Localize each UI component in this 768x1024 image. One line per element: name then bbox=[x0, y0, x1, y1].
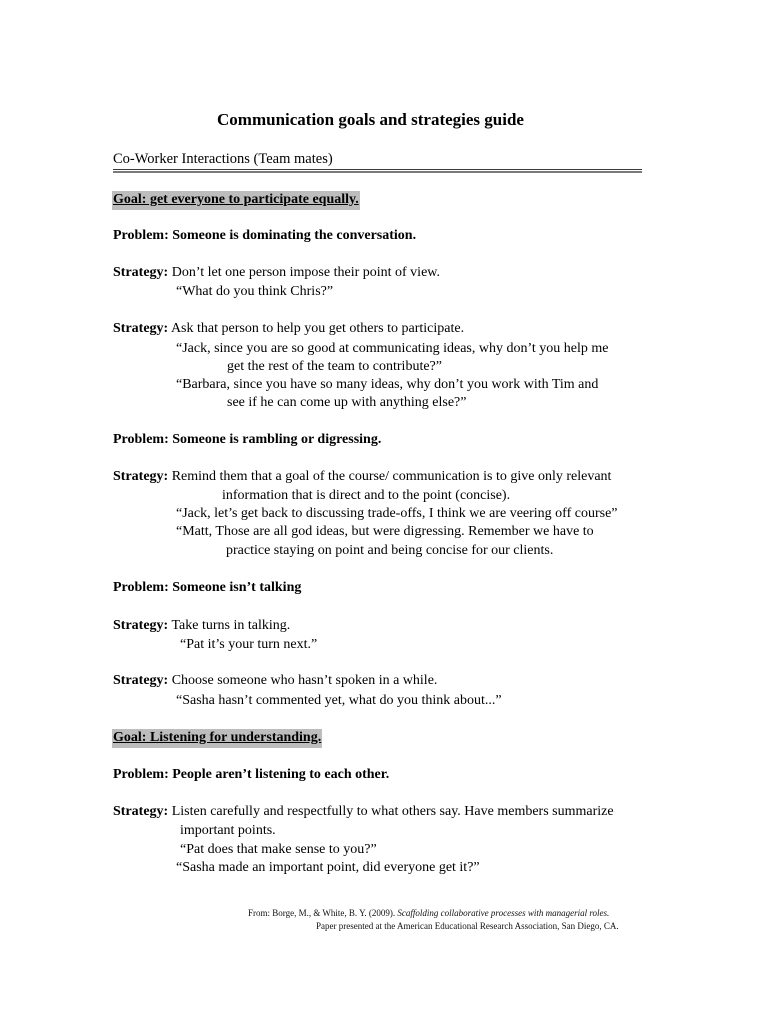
strategy-quote: “What do you think Chris?” bbox=[176, 284, 334, 299]
strategy-line bbox=[113, 804, 614, 820]
strategy-text: Choose someone who hasn’t spoken in a while. bbox=[171, 673, 438, 688]
strategy-quote: “Matt, Those are all god ideas, but were digressing. Remember we have to bbox=[176, 524, 594, 539]
strategy-quote: “Pat does that make sense to you?” bbox=[180, 842, 377, 857]
citation-authors: From: Borge, M., & White, B. Y. (2009). bbox=[248, 908, 398, 918]
strategy-label: Strategy: bbox=[113, 673, 169, 688]
strategy-text: Ask that person to help you get others to participate. bbox=[170, 321, 465, 336]
goal-heading-participation: Goal: get everyone to participate equally. bbox=[112, 191, 360, 210]
strategy-line bbox=[113, 469, 611, 485]
strategy-quote: “Pat it’s your turn next.” bbox=[180, 637, 318, 652]
strategy-quote-continuation: practice staying on point and being concise for our clients. bbox=[226, 543, 554, 558]
strategy-label: Strategy: bbox=[113, 469, 169, 484]
strategy-quote: “Sasha hasn’t commented yet, what do you think about...” bbox=[176, 693, 502, 708]
problem-dominating: Problem: Someone is dominating the conversation. bbox=[113, 228, 417, 243]
strategy-text: Remind them that a goal of the course/ communication is to give only relevant bbox=[171, 469, 612, 484]
strategy-label: Strategy: bbox=[113, 265, 169, 280]
strategy-line bbox=[113, 673, 437, 689]
strategy-label: Strategy: bbox=[113, 321, 169, 336]
strategy-text: Take turns in talking. bbox=[171, 618, 291, 633]
section-label: Co-Worker Interactions (Team mates) bbox=[113, 151, 333, 167]
strategy-quote: “Barbara, since you have so many ideas, why don’t you work with Tim and bbox=[176, 377, 599, 392]
strategy-text: Don’t let one person impose their point of view. bbox=[171, 265, 440, 280]
problem-not-listening: Problem: People aren’t listening to each other. bbox=[113, 767, 390, 782]
problem-not-talking: Problem: Someone isn’t talking bbox=[113, 580, 302, 595]
goal-heading-listening: Goal: Listening for understanding. bbox=[112, 729, 322, 748]
strategy-label: Strategy: bbox=[113, 804, 169, 819]
strategy-quote: “Sasha made an important point, did everyone get it?” bbox=[176, 860, 480, 875]
strategy-quote-continuation: see if he can come up with anything else?” bbox=[227, 395, 467, 410]
strategy-quote: “Jack, since you are so good at communicating ideas, why don’t you help me bbox=[176, 341, 609, 356]
citation-line-1 bbox=[248, 908, 609, 918]
strategy-line bbox=[113, 321, 464, 337]
section-divider bbox=[113, 169, 642, 173]
strategy-text-continuation: information that is direct and to the point (concise). bbox=[222, 488, 511, 503]
citation-line-2: Paper presented at the American Educational Research Association, San Diego, CA. bbox=[316, 921, 619, 931]
citation-title: Scaffolding collaborative processes with managerial roles. bbox=[397, 908, 610, 918]
strategy-quote: “Jack, let’s get back to discussing trade-offs, I think we are veering off course” bbox=[176, 506, 618, 521]
strategy-quote-continuation: get the rest of the team to contribute?” bbox=[227, 359, 442, 374]
strategy-line bbox=[113, 265, 440, 281]
strategy-text-continuation: important points. bbox=[180, 823, 276, 838]
strategy-line bbox=[113, 618, 290, 634]
problem-rambling: Problem: Someone is rambling or digressing. bbox=[113, 432, 382, 447]
strategy-label: Strategy: bbox=[113, 618, 169, 633]
document-title: Communication goals and strategies guide bbox=[217, 110, 524, 129]
strategy-text: Listen carefully and respectfully to what others say. Have members summarize bbox=[171, 804, 614, 819]
